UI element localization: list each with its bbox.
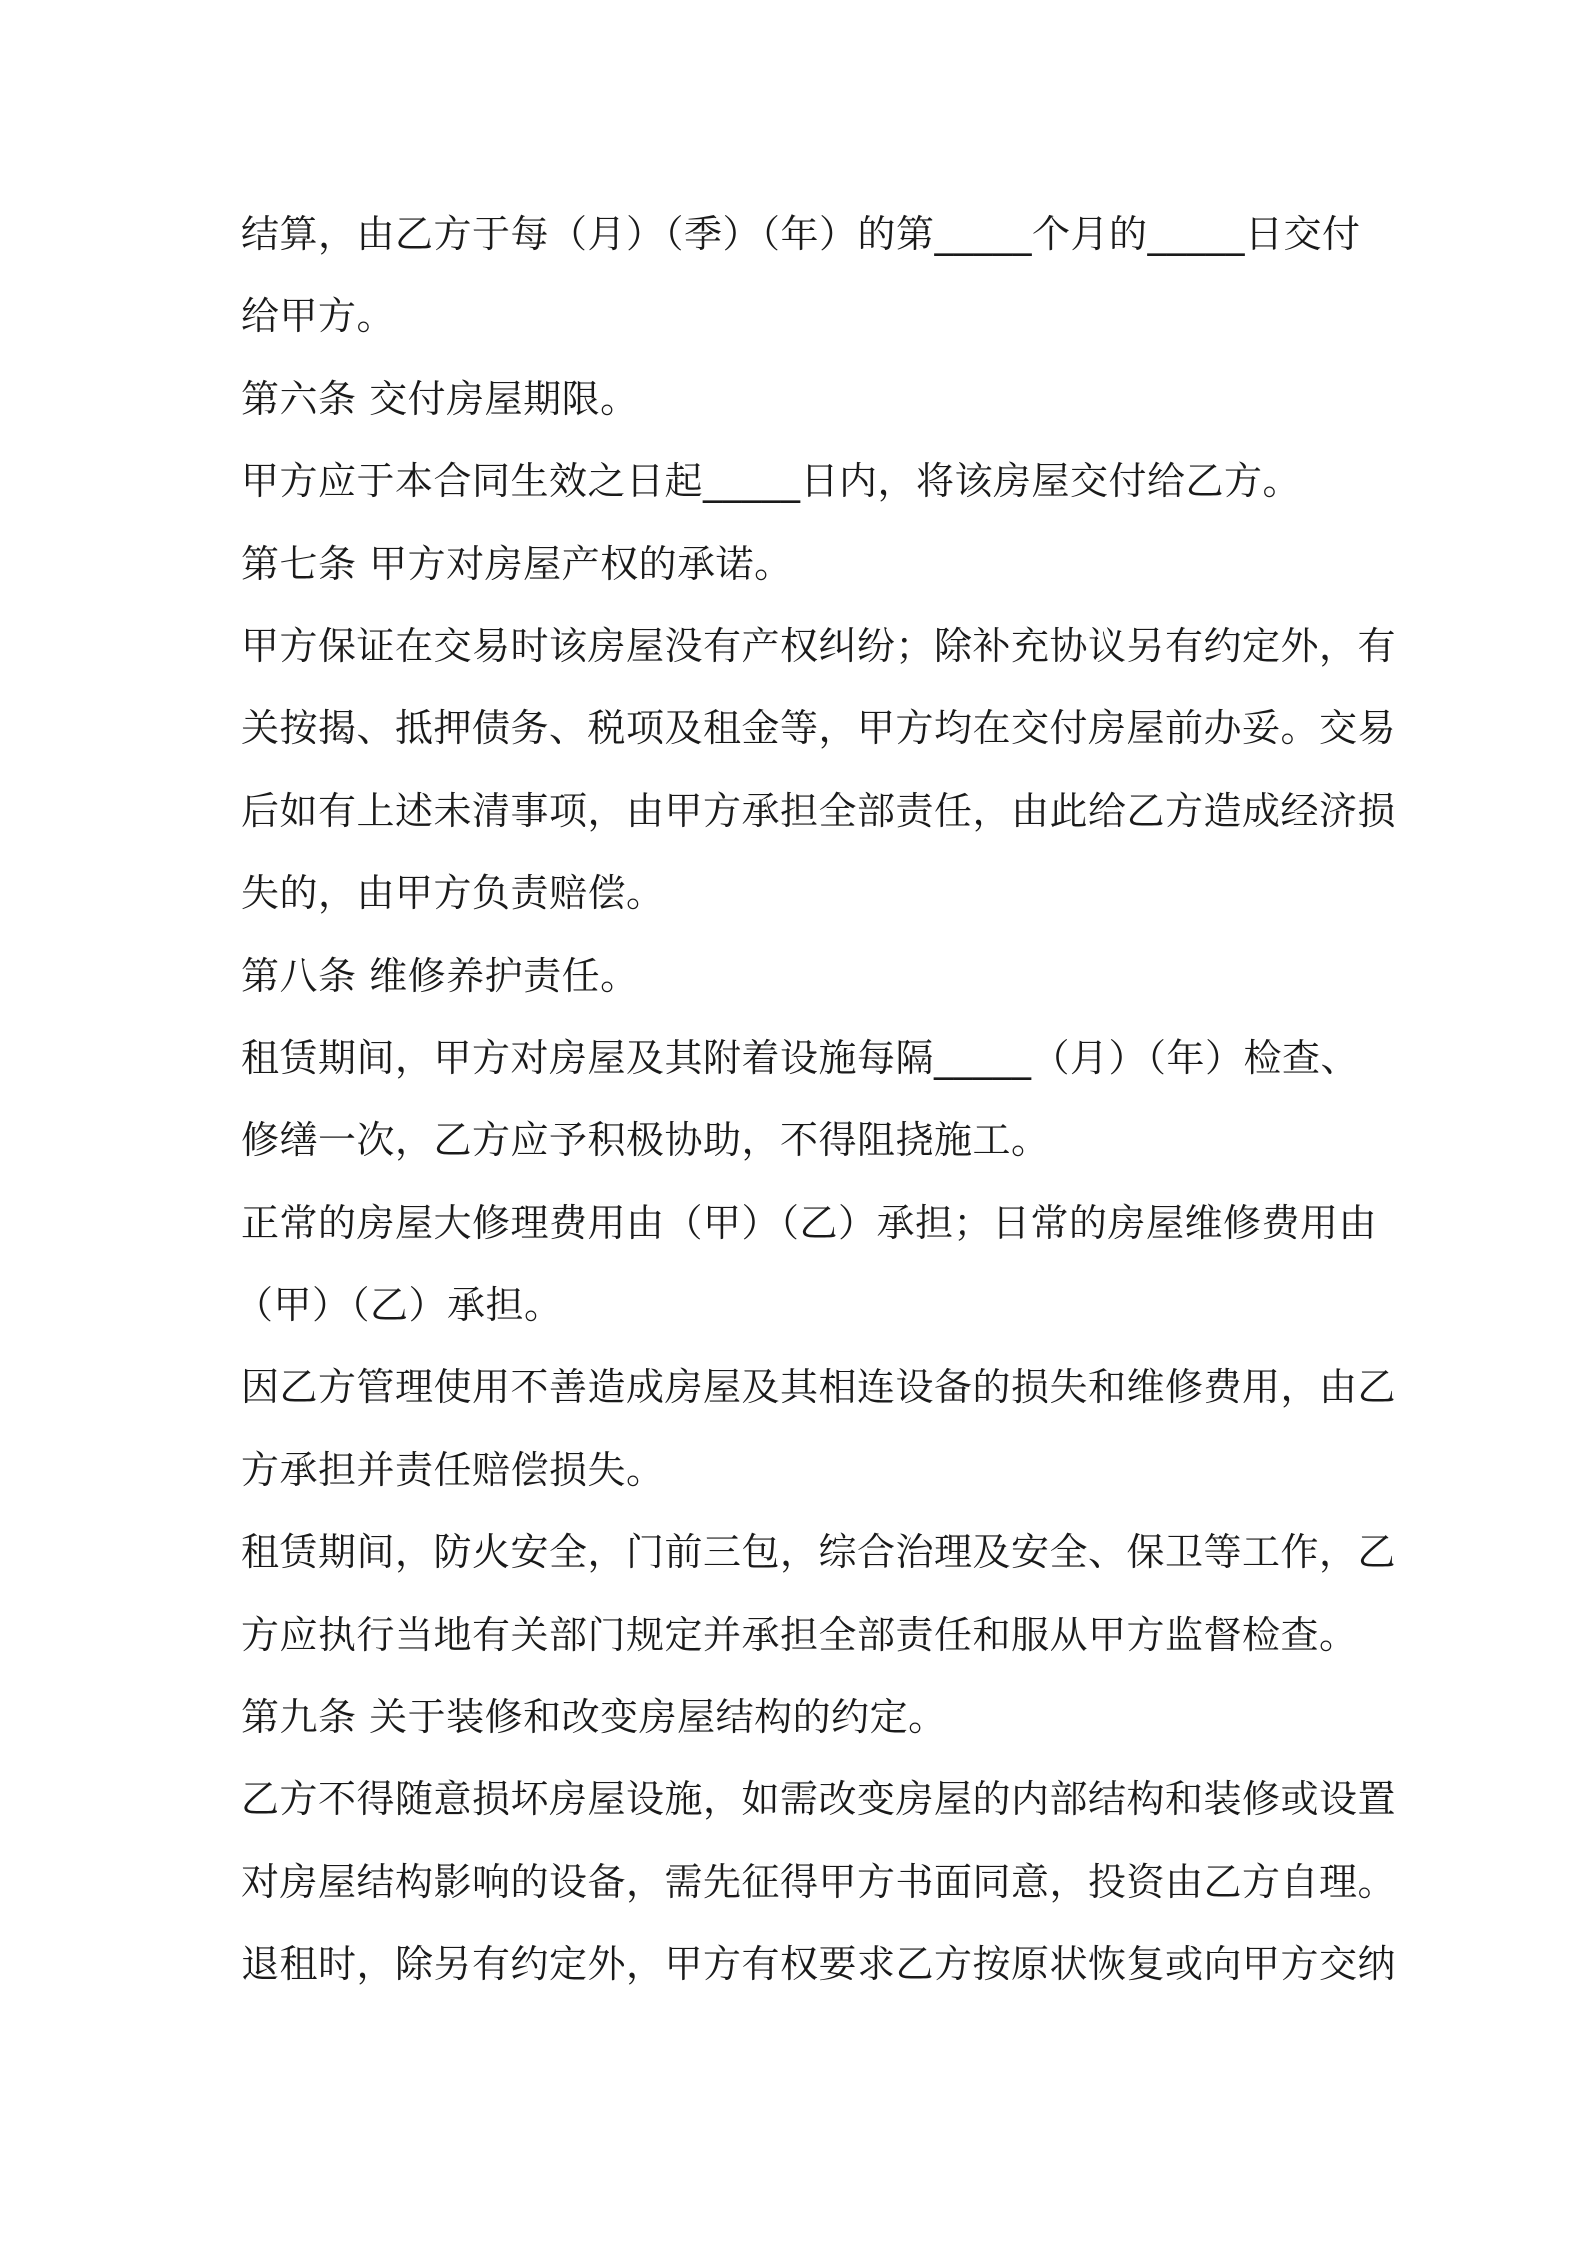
text-line: 甲方应于本合同生效之日起_____日内，将该房屋交付给乙方。 — [241, 459, 1302, 504]
article-heading: 第六条 交付房屋期限。 — [241, 376, 639, 421]
text-line: 乙方不得随意损坏房屋设施，如需改变房屋的内部结构和装修或设置 — [241, 1777, 1397, 1822]
text-line: 因乙方管理使用不善造成房屋及其相连设备的损失和维修费用，由乙 — [241, 1365, 1397, 1410]
document-body — [235, 193, 1397, 2006]
text-line: 退租时，除另有约定外，甲方有权要求乙方按原状恢复或向甲方交纳 — [241, 1942, 1397, 1987]
article-heading: 第七条 甲方对房屋产权的承诺。 — [241, 541, 793, 586]
text-line: 租赁期间，防火安全，门前三包，综合治理及安全、保卫等工作，乙 — [241, 1530, 1397, 1575]
text-line: 方应执行当地有关部门规定并承担全部责任和服从甲方监督检查。 — [241, 1612, 1358, 1657]
text-line: 结算，由乙方于每（月）（季）（年）的第_____个月的_____日交付 — [241, 212, 1361, 256]
text-line: 关按揭、抵押债务、税项及租金等，甲方均在交付房屋前办妥。交易 — [241, 706, 1397, 751]
text-line: 失的，由甲方负责赔偿。 — [241, 871, 665, 916]
article-heading: 第八条 维修养护责任。 — [241, 953, 639, 998]
text-line: 方承担并责任赔偿损失。 — [241, 1447, 665, 1492]
text-line: 租赁期间，甲方对房屋及其附着设施每隔_____（月）（年）检查、 — [241, 1035, 1360, 1080]
text-line: 正常的房屋大修理费用由（甲）（乙）承担；日常的房屋维修费用由 — [241, 1200, 1378, 1245]
text-line: 修缮一次，乙方应予积极协助，不得阻挠施工。 — [241, 1118, 1050, 1163]
article-heading: 第九条 关于装修和改变房屋结构的约定。 — [241, 1695, 947, 1740]
text-line: 甲方保证在交易时该房屋没有产权纠纷；除补充协议另有约定外，有 — [241, 623, 1397, 668]
text-line: （甲）（乙）承担。 — [235, 1283, 563, 1328]
text-line: 后如有上述未清事项，由甲方承担全部责任，由此给乙方造成经济损 — [241, 788, 1397, 833]
text-line: 给甲方。 — [241, 294, 396, 339]
text-line: 对房屋结构影响的设备，需先征得甲方书面同意，投资由乙方自理。 — [241, 1859, 1397, 1904]
